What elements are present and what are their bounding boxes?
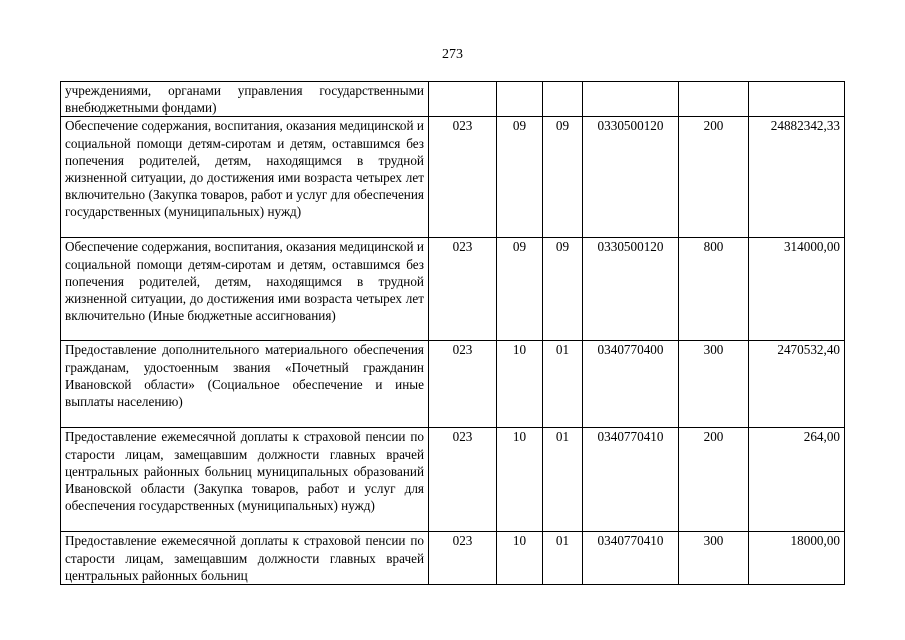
amount-value: 2470532,40 [749,341,845,428]
subsection-code: 09 [543,117,583,238]
row-description: Предоставление дополнительного материального обеспечения гражданам, удостоенным звания «Почетный гражданин Ивановской области» (Социальное обеспечение и иные выплаты населению) [61,341,429,428]
amount-value: 24882342,33 [749,117,845,238]
subsection-code: 01 [543,428,583,532]
target-article-code: 0340770410 [583,428,679,532]
section-code: 10 [497,341,543,428]
table-row [61,82,845,117]
target-article-code [583,82,679,117]
section-code: 10 [497,532,543,585]
expense-type-code: 300 [679,532,749,585]
row-description: Предоставление ежемесячной доплаты к страховой пенсии по старости лицам, замещавшим должности главных врачей центральных районных больниц [61,532,429,585]
ministry-code: 023 [429,238,497,341]
subsection-code: 09 [543,238,583,341]
target-article-code: 0340770400 [583,341,679,428]
expense-type-code: 800 [679,238,749,341]
table-row [61,428,845,532]
table-row [61,341,845,428]
section-code: 09 [497,117,543,238]
subsection-code [543,82,583,117]
section-code: 10 [497,428,543,532]
ministry-code: 023 [429,117,497,238]
table-row [61,117,845,238]
row-description: Обеспечение содержания, воспитания, оказания медицинской и социальной помощи детям-сиротам и детям, оставшимся без попечения родителей, детям, находящимся в трудной жизненной ситуации, до достижения ими возраста четырех лет включительно (Закупка товаров, работ и услуг для обеспечения государственных (муниципальных) нужд) [61,117,429,238]
subsection-code: 01 [543,341,583,428]
target-article-code: 0340770410 [583,532,679,585]
target-article-code: 0330500120 [583,117,679,238]
expense-type-code [679,82,749,117]
expense-type-code: 200 [679,428,749,532]
amount-value: 18000,00 [749,532,845,585]
amount-value: 264,00 [749,428,845,532]
ministry-code: 023 [429,341,497,428]
expense-type-code: 300 [679,341,749,428]
budget-table [60,81,845,585]
row-description: Предоставление ежемесячной доплаты к страховой пенсии по старости лицам, замещавшим должности главных врачей центральных районных больниц муниципальных образований Ивановской области (Закупка товаров, работ и услуг для обеспечения государственных (муниципальных) нужд) [61,428,429,532]
row-description: учреждениями, органами управления государственными внебюджетными фондами) [61,82,429,117]
section-code: 09 [497,238,543,341]
section-code [497,82,543,117]
page-number: 273 [442,47,463,62]
target-article-code: 0330500120 [583,238,679,341]
ministry-code: 023 [429,532,497,585]
ministry-code [429,82,497,117]
ministry-code: 023 [429,428,497,532]
table-row [61,532,845,585]
amount-value: 314000,00 [749,238,845,341]
table-row [61,238,845,341]
subsection-code: 01 [543,532,583,585]
row-description: Обеспечение содержания, воспитания, оказания медицинской и социальной помощи детям-сиротам и детям, оставшимся без попечения родителей, детям, находящимся в трудной жизненной ситуации, до достижения ими возраста четырех лет включительно (Иные бюджетные ассигнования) [61,238,429,341]
amount-value [749,82,845,117]
expense-type-code: 200 [679,117,749,238]
